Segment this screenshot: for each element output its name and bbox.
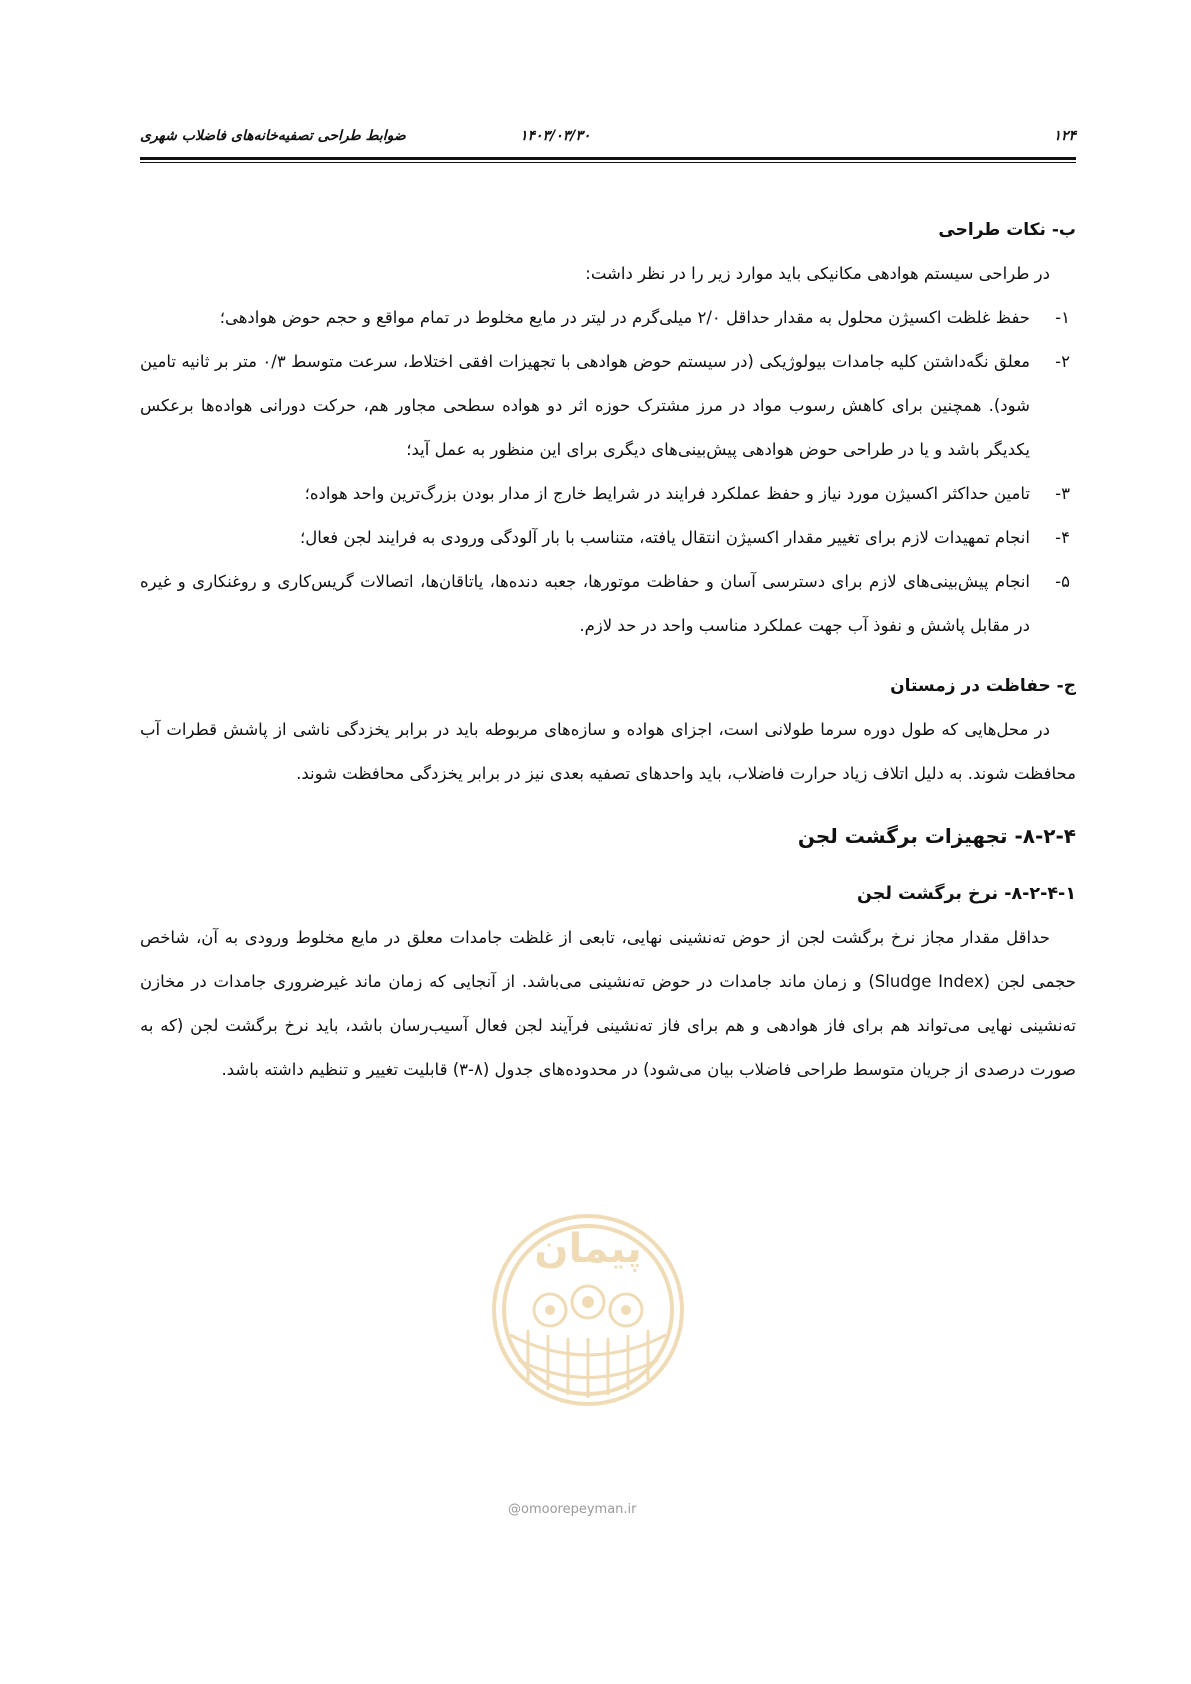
page-content — [140, 210, 1076, 1092]
document-page — [140, 0, 1076, 1684]
list-item-number: ۴- — [1055, 528, 1070, 547]
list-item-text: حفظ غلظت اکسیژن محلول به مقدار حداقل ۲/۰ میلی‌گرم در لیتر در مایع مخلوط در تمام مواقع و حجم حوض هوادهی؛ — [219, 308, 1030, 327]
list-item-number: ۲- — [1055, 352, 1070, 371]
list-item-text: انجام تمهیدات لازم برای تغییر مقدار اکسیژن انتقال یافته، متناسب با بار آلودگی ورودی به فرایند لجن فعال؛ — [300, 528, 1030, 547]
list-item — [140, 560, 1076, 648]
design-points-list — [140, 296, 1076, 648]
watermark-logo-text: پیمان — [534, 1226, 642, 1272]
header-date: ۱۴۰۳/۰۳/۳۰ — [520, 128, 591, 144]
list-item — [140, 296, 1076, 340]
header-divider — [140, 157, 1076, 160]
book-title: ضوابط طراحی تصفیه‌خانه‌های فاضلاب شهری — [140, 128, 406, 144]
page-header — [140, 124, 1076, 148]
page-number: ۱۲۴ — [1053, 128, 1076, 144]
list-item — [140, 472, 1076, 516]
header-divider-thin — [140, 162, 1076, 163]
section-8-2-4-1-paragraph: حداقل مقدار مجاز نرخ برگشت لجن از حوض ته‌نشینی نهایی، تابعی از غلظت جامدات معلق در مایع مخلوط ورودی به آن، شاخص حجمی لجن (Sludge Index) و زمان ماند جامدات در حوض ته‌نشینی می‌باشد. از آنجایی که زمان ماند غیرضروری جامدات در مخازن ته‌نشینی نهایی می‌تواند هم برای فاز هوادهی و هم برای فاز ته‌نشینی فرآیند لجن فعال آسیب‌رسان باشد، باید نرخ برگشت لجن (که به صورت درصدی از جریان متوسط طراحی فاضلاب بیان می‌شود) در محدوده‌های جدول (۸-۳) قابلیت تغییر و تنظیم داشته باشد. — [140, 928, 1076, 1079]
list-item-number: ۳- — [1055, 484, 1070, 503]
list-item-text: معلق نگه‌داشتن کلیه جامدات بیولوژیکی (در سیستم حوض هوادهی با تجهیزات افقی اختلاط، سرعت متوسط ۰/۳ متر بر ثانیه تامین شود). همچنین برای کاهش رسوب مواد در مرز مشترک حوزه اثر دو هواده سطحی مجاور هم، حرکت دورانی هواده‌ها برعکس یکدیگر باشد و یا در طراحی حوض هوادهی پیش‌بینی‌های دیگری برای این منظور به عمل آید؛ — [140, 352, 1030, 459]
list-item-text: انجام پیش‌بینی‌های لازم برای دسترسی آسان و حفاظت موتورها، جعبه دنده‌ها، یاتاقان‌ها، اتصالات گریس‌کاری و روغنکاری و غیره در مقابل پاشش و نفوذ آب جهت عملکرد مناسب واحد در حد لازم. — [140, 572, 1030, 635]
list-item-number: ۱- — [1055, 308, 1070, 327]
list-item — [140, 340, 1076, 472]
section-b-heading: ب- نکات طراحی — [938, 220, 1076, 240]
section-b-intro: در طراحی سیستم هوادهی مکانیکی باید موارد زیر را در نظر داشت: — [585, 264, 1050, 283]
section-c-heading: ج- حفاظت در زمستان — [890, 676, 1076, 696]
list-item-number: ۵- — [1055, 572, 1070, 591]
section-8-2-4-heading: ۸-۲-۴- تجهیزات برگشت لجن — [797, 824, 1076, 848]
section-c-paragraph: در محل‌هایی که طول دوره سرما طولانی است، اجزای هواده و سازه‌های مربوطه باید در برابر یخزدگی ناشی از پاشش قطرات آب محافظت شوند. به دلیل اتلاف زیاد حرارت فاضلاب، باید واحدهای تصفیه بعدی نیز در برابر یخزدگی محافظت شوند. — [140, 720, 1076, 783]
list-item-text: تامین حداکثر اکسیژن مورد نیاز و حفظ عملکرد فرایند در شرایط خارج از مدار بودن بزرگ‌ترین واحد هواده؛ — [304, 484, 1030, 503]
watermark-url: @omoorepeyman.ir — [508, 1502, 637, 1517]
list-item — [140, 516, 1076, 560]
section-8-2-4-1-heading: ۸-۲-۴-۱- نرخ برگشت لجن — [856, 884, 1076, 904]
